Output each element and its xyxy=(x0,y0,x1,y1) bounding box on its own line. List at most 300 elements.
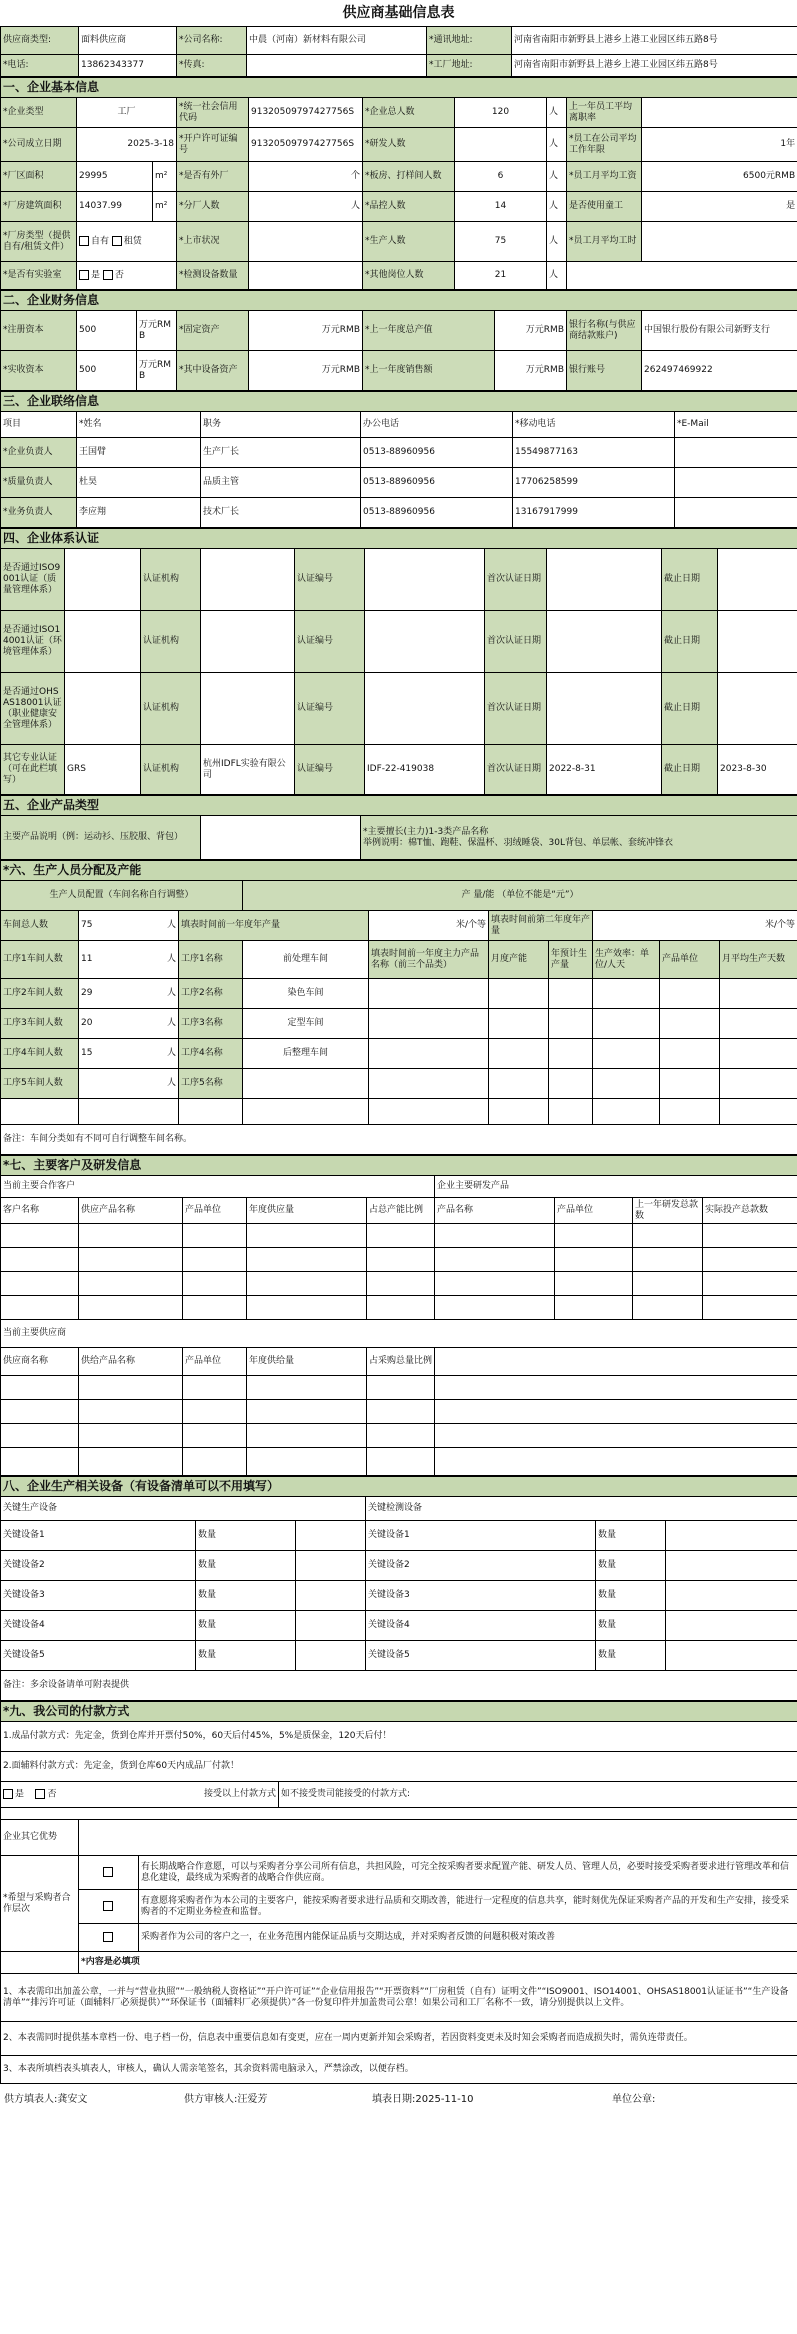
page-title: 供应商基础信息表 xyxy=(342,5,455,21)
table-cell[interactable] xyxy=(367,1296,435,1320)
table-cell[interactable] xyxy=(183,1400,247,1424)
contact-header: 项目 xyxy=(1,412,77,438)
table-cell[interactable] xyxy=(183,1376,247,1400)
workshop-total-number: 75 xyxy=(81,920,93,930)
contact-email[interactable] xyxy=(675,468,797,498)
supplier-type-value[interactable]: 面料供应商 xyxy=(79,27,177,55)
prod-equipment[interactable]: 关键设备5 xyxy=(1,1641,196,1671)
table-cell[interactable] xyxy=(183,1448,247,1476)
foreign-factory-value[interactable]: 个 xyxy=(249,162,363,192)
supplier-header: 占采购总量比例 xyxy=(367,1348,435,1376)
qty-value[interactable] xyxy=(296,1521,366,1551)
capacity-cell[interactable] xyxy=(660,1009,720,1039)
supplier-row xyxy=(1,1424,797,1448)
leave-rate-value[interactable] xyxy=(642,98,797,128)
cert-no-label: 认证编号 xyxy=(295,745,365,795)
process-name[interactable]: 后整理车间 xyxy=(243,1039,369,1069)
required-note: *内容是必填项 xyxy=(79,1952,797,1974)
table-cell[interactable] xyxy=(633,1296,703,1320)
lab-no-checkbox[interactable] xyxy=(103,270,113,280)
table-cell[interactable] xyxy=(79,1272,183,1296)
main-products-value[interactable] xyxy=(201,816,361,860)
blank-cell xyxy=(1,1952,79,1974)
contact-office-phone[interactable]: 0513-88960956 xyxy=(361,438,513,468)
contact-name[interactable]: 王国臂 xyxy=(77,438,201,468)
enterprise-type-label: *企业类型 xyxy=(1,98,77,128)
registered-capital-label: *注册资本 xyxy=(1,311,77,351)
qty-value[interactable] xyxy=(666,1611,797,1641)
cert-no-value[interactable] xyxy=(365,549,485,611)
factory-area-value[interactable]: 29995 xyxy=(77,162,153,192)
bank-permit-value[interactable]: 91320509797427756S xyxy=(249,128,363,162)
blank-cell xyxy=(567,262,797,290)
first-date-value[interactable] xyxy=(547,673,662,745)
child-labor-value[interactable]: 是 xyxy=(642,192,797,222)
table-cell[interactable] xyxy=(435,1248,555,1272)
table-cell[interactable] xyxy=(367,1400,435,1424)
prod-equipment[interactable]: 关键设备1 xyxy=(1,1521,196,1551)
building-area-value[interactable]: 14037.99 xyxy=(77,192,153,222)
contact-email[interactable] xyxy=(675,498,797,528)
capacity-cell[interactable] xyxy=(369,1099,489,1125)
bank-name-value[interactable]: 中国银行股份有限公司新野支行 xyxy=(642,311,797,351)
qty-value[interactable] xyxy=(666,1521,797,1551)
table-cell[interactable] xyxy=(1,1248,79,1272)
main-products-label: 主要产品说明（例：运动衫、压胶服、背包） xyxy=(1,816,201,860)
contact-office-phone[interactable]: 0513-88960956 xyxy=(361,498,513,528)
prod-equipment[interactable]: 关键设备2 xyxy=(1,1551,196,1581)
qty-value[interactable] xyxy=(296,1641,366,1671)
capacity-cell[interactable] xyxy=(593,1099,660,1125)
address-value[interactable]: 河南省南阳市新野县上港乡上港工业园区纬五路8号 xyxy=(512,27,797,55)
current-suppliers-label: 当前主要供应商 xyxy=(1,1320,797,1348)
qty-label: 数量 xyxy=(196,1521,296,1551)
table-cell[interactable] xyxy=(79,1400,183,1424)
table-cell[interactable] xyxy=(367,1448,435,1476)
own-checkbox[interactable] xyxy=(79,236,89,246)
avg-wage-label: *员工月平均工资 xyxy=(567,162,642,192)
founded-value[interactable]: 2025-3-18 xyxy=(77,128,177,162)
capacity-cell[interactable] xyxy=(720,1069,797,1099)
contact-title[interactable]: 技术厂长 xyxy=(201,498,361,528)
relation-option-1-checkbox[interactable] xyxy=(79,1856,139,1890)
rent-label: 租赁 xyxy=(123,236,142,247)
accept-label: 接受以上付款方式 xyxy=(203,1788,276,1799)
prod-equipment[interactable]: 关键设备3 xyxy=(1,1581,196,1611)
contact-email[interactable] xyxy=(675,438,797,468)
total-staff-unit: 人 xyxy=(547,98,567,128)
capacity-cell[interactable] xyxy=(549,1069,593,1099)
contact-mobile[interactable]: 13167917999 xyxy=(513,498,675,528)
tenure-label: *员工在公司平均工作年限 xyxy=(567,128,642,162)
total-staff-value[interactable]: 120 xyxy=(455,98,547,128)
section-equipment xyxy=(0,1476,797,1701)
contact-row xyxy=(1,498,797,528)
expire-value[interactable]: 2023-8-30 xyxy=(718,745,797,795)
capacity-cell[interactable] xyxy=(660,1069,720,1099)
rd-staff-value[interactable] xyxy=(455,128,547,162)
other-payment-label[interactable]: 如不接受贵司能接受的付款方式: xyxy=(279,1782,797,1808)
table-cell[interactable] xyxy=(703,1272,797,1296)
table-cell[interactable] xyxy=(1,1424,79,1448)
cert-no-value[interactable] xyxy=(365,673,485,745)
cut-staff-label: *板房、打样间人数 xyxy=(363,162,455,192)
process-name[interactable] xyxy=(243,1069,369,1099)
seal-label: 单位公章: xyxy=(612,2094,656,2105)
table-cell[interactable] xyxy=(555,1272,633,1296)
lab-no-label: 否 xyxy=(114,270,124,281)
contacts-header-row xyxy=(1,412,797,438)
tenure-value[interactable]: 1年 xyxy=(642,128,797,162)
lab-label: *是否有实验室 xyxy=(1,262,77,290)
prev2-year-value[interactable]: 米/个等 xyxy=(593,911,797,941)
workshop-count-number: 29 xyxy=(81,988,93,998)
table-cell[interactable] xyxy=(703,1248,797,1272)
qty-value[interactable] xyxy=(666,1551,797,1581)
expire-label: 截止日期 xyxy=(662,611,718,673)
relation-option-3-checkbox[interactable] xyxy=(79,1924,139,1952)
relation-option-3: 采购者作为公司的客户之一，在业务范围内能保证品质与交期达成，并对采购者反馈的问题积极对策改善 xyxy=(139,1924,797,1952)
qty-value[interactable] xyxy=(296,1611,366,1641)
checkbox-icon xyxy=(103,1932,113,1942)
capacity-cell[interactable] xyxy=(660,979,720,1009)
table-cell[interactable] xyxy=(183,1224,247,1248)
expire-value[interactable] xyxy=(718,549,797,611)
workshop-label: 工序2车间人数 xyxy=(1,979,79,1009)
table-cell[interactable] xyxy=(367,1248,435,1272)
table-cell[interactable] xyxy=(435,1272,555,1296)
capacity-cell[interactable] xyxy=(549,1039,593,1069)
table-cell[interactable] xyxy=(633,1248,703,1272)
process-label: 工序2名称 xyxy=(179,979,243,1009)
contact-title[interactable]: 生产厂长 xyxy=(201,438,361,468)
table-cell[interactable] xyxy=(79,1296,183,1320)
relation-option-2-checkbox[interactable] xyxy=(79,1890,139,1924)
cert-value[interactable]: GRS xyxy=(65,745,141,795)
cert-label: 是否通过ISO9001认证（质量管理体系） xyxy=(1,549,65,611)
accept-no-checkbox[interactable] xyxy=(35,1789,45,1799)
cert-org-value[interactable]: 杭州IDFL实验有限公司 xyxy=(201,745,295,795)
table-cell[interactable] xyxy=(1,1448,79,1476)
fixed-assets-value[interactable]: 万元RMB xyxy=(249,311,363,351)
reviewer-name: 汪爱芳 xyxy=(237,2094,268,2105)
prod-equipment[interactable]: 关键设备4 xyxy=(1,1611,196,1641)
cert-no-value[interactable]: IDF-22-419038 xyxy=(365,745,485,795)
cert-org-value[interactable] xyxy=(201,549,295,611)
cert-no-value[interactable] xyxy=(365,611,485,673)
first-date-label: 首次认证日期 xyxy=(485,745,547,795)
reviewer-field[interactable] xyxy=(184,2090,372,2105)
prev-year-value[interactable]: 米/个等 xyxy=(369,911,489,941)
contact-name[interactable]: 李应翔 xyxy=(77,498,201,528)
table-cell[interactable] xyxy=(633,1224,703,1248)
qty-value[interactable] xyxy=(296,1581,366,1611)
signature-footer xyxy=(0,2084,797,2105)
table-cell[interactable] xyxy=(247,1272,367,1296)
workshop-label: 工序1车间人数 xyxy=(1,941,79,979)
contact-mobile[interactable]: 15549877163 xyxy=(513,438,675,468)
table-cell[interactable] xyxy=(555,1224,633,1248)
table-cell[interactable] xyxy=(1,1296,79,1320)
work-hours-value[interactable] xyxy=(642,222,797,262)
table-cell[interactable] xyxy=(247,1296,367,1320)
table-cell[interactable] xyxy=(247,1424,367,1448)
test-equipment[interactable]: 关键设备3 xyxy=(366,1581,596,1611)
last-sales-value[interactable]: 万元RMB xyxy=(495,351,567,391)
expire-value[interactable] xyxy=(718,673,797,745)
listed-value[interactable] xyxy=(249,222,363,262)
table-cell[interactable] xyxy=(183,1296,247,1320)
expire-label: 截止日期 xyxy=(662,549,718,611)
date-value: 2025-11-10 xyxy=(415,2094,474,2105)
customer-header: 供应产品名称 xyxy=(79,1198,183,1224)
contact-header: 职务 xyxy=(201,412,361,438)
table-cell[interactable] xyxy=(247,1224,367,1248)
contact-header: *姓名 xyxy=(77,412,201,438)
instruction-1: 1、本表需印出加盖公章，一并与“营业执照”“一般纳税人资格证”“开户许可证”“企业信用报告”“开票资料”“厂房租赁（自有）证明文件”“ISO9001、ISO14001、OHSAS18001认证证书”“生产设备清单”“排污许可证（面辅料厂必须提供）”“环保证书（面辅料厂必须提供）”各一份复印件并加盖贵司公章！如果公司和工厂名称不一致，请分别提供以上文件。 xyxy=(1,1974,797,2022)
capacity-cell[interactable] xyxy=(593,1039,660,1069)
cut-staff-value[interactable]: 6 xyxy=(455,162,547,192)
process-label: 工序1名称 xyxy=(179,941,243,979)
process-name[interactable]: 定型车间 xyxy=(243,1009,369,1039)
capacity-cell[interactable] xyxy=(720,1009,797,1039)
cert-value[interactable] xyxy=(65,549,141,611)
filler-field[interactable] xyxy=(4,2090,184,2105)
test-equipment[interactable]: 关键设备2 xyxy=(366,1551,596,1581)
qc-staff-value[interactable]: 14 xyxy=(455,192,547,222)
section-4-title: 四、企业体系认证 xyxy=(1,529,797,549)
workshop-total-value[interactable] xyxy=(79,911,179,941)
table-cell[interactable] xyxy=(79,1376,183,1400)
workshop-count-unit: 人 xyxy=(166,1048,176,1058)
expire-value[interactable] xyxy=(718,611,797,673)
fax-value[interactable] xyxy=(247,55,427,77)
last-output-value[interactable]: 万元RMB xyxy=(495,311,567,351)
equipment-assets-label: *其中设备资产 xyxy=(177,351,249,391)
contact-row xyxy=(1,468,797,498)
test-equipment[interactable]: 关键设备5 xyxy=(366,1641,596,1671)
table-cell[interactable] xyxy=(79,1224,183,1248)
cert-label: 是否通过OHSAS18001认证（职业健康安全管理体系） xyxy=(1,673,65,745)
filler-name: 龚安文 xyxy=(57,2094,88,2105)
registered-capital-value[interactable]: 500 xyxy=(77,311,137,351)
monthly-label: 月度产能 xyxy=(489,941,549,979)
table-cell[interactable] xyxy=(79,1424,183,1448)
capacity-cell[interactable] xyxy=(369,979,489,1009)
capacity-cell[interactable] xyxy=(549,1099,593,1125)
credit-code-label: *统一社会信用代码 xyxy=(177,98,249,128)
capacity-cell[interactable] xyxy=(549,1009,593,1039)
capacity-cell[interactable] xyxy=(369,1009,489,1039)
phone-value[interactable]: 13862343377 xyxy=(79,55,177,77)
equipment-note: 备注：多余设备请单可附表提供 xyxy=(1,1671,797,1701)
branch-staff-label: *分厂人数 xyxy=(177,192,249,222)
qty-label: 数量 xyxy=(596,1581,666,1611)
table-cell[interactable] xyxy=(247,1448,367,1476)
contact-header: *E-Mail xyxy=(675,412,797,438)
table-cell[interactable] xyxy=(183,1424,247,1448)
workshop-count-unit: 人 xyxy=(166,1078,176,1088)
bank-account-value[interactable]: 262497469922 xyxy=(642,351,797,391)
table-cell[interactable] xyxy=(183,1272,247,1296)
lab-yes-checkbox[interactable] xyxy=(79,270,89,280)
workshop-label: 工序3车间人数 xyxy=(1,1009,79,1039)
capacity-cell[interactable] xyxy=(660,1039,720,1069)
capacity-cell[interactable] xyxy=(369,1069,489,1099)
capacity-cell[interactable] xyxy=(660,1099,720,1125)
customer-header-row xyxy=(1,1198,797,1224)
table-cell[interactable] xyxy=(1,1400,79,1424)
capacity-cell[interactable] xyxy=(369,1039,489,1069)
accept-no-label: 否 xyxy=(47,1789,57,1800)
capacity-cell[interactable] xyxy=(489,1099,549,1125)
fixed-assets-label: *固定资产 xyxy=(177,311,249,351)
table-cell[interactable] xyxy=(367,1376,435,1400)
workshop-count[interactable] xyxy=(79,1009,179,1039)
equipment-row xyxy=(1,1521,797,1551)
paid-capital-unit: 万元RMB xyxy=(137,351,177,391)
process-name[interactable]: 前处理车间 xyxy=(243,941,369,979)
table-cell[interactable] xyxy=(435,1224,555,1248)
customer-row xyxy=(1,1224,797,1248)
equipment-assets-value[interactable]: 万元RMB xyxy=(249,351,363,391)
workshop-count[interactable] xyxy=(79,979,179,1009)
cert-org-value[interactable] xyxy=(201,611,295,673)
production-staff-value[interactable]: 75 xyxy=(455,222,547,262)
table-cell[interactable] xyxy=(703,1296,797,1320)
workshop-count[interactable] xyxy=(79,941,179,979)
factory-address-label: *工厂地址: xyxy=(427,55,512,77)
total-staff-label: *企业总人数 xyxy=(363,98,455,128)
first-date-value[interactable] xyxy=(547,549,662,611)
accept-yes-checkbox[interactable] xyxy=(3,1789,13,1799)
cert-org-label: 认证机构 xyxy=(141,611,201,673)
section-production xyxy=(0,860,797,1155)
table-cell[interactable] xyxy=(367,1272,435,1296)
contact-title[interactable]: 品质主管 xyxy=(201,468,361,498)
advantage-value[interactable] xyxy=(79,1820,797,1856)
first-date-label: 首次认证日期 xyxy=(485,673,547,745)
table-cell[interactable] xyxy=(247,1248,367,1272)
table-cell[interactable] xyxy=(435,1296,555,1320)
work-hours-label: *员工月平均工时 xyxy=(567,222,642,262)
test-equipment[interactable]: 关键设备1 xyxy=(366,1521,596,1551)
cert-no-label: 认证编号 xyxy=(295,611,365,673)
paid-capital-label: *实收资本 xyxy=(1,351,77,391)
cert-org-value[interactable] xyxy=(201,673,295,745)
paid-capital-value[interactable]: 500 xyxy=(77,351,137,391)
qty-value[interactable] xyxy=(666,1581,797,1611)
table-cell[interactable] xyxy=(633,1272,703,1296)
first-date-value[interactable] xyxy=(547,611,662,673)
capacity-cell[interactable] xyxy=(489,979,549,1009)
rent-checkbox[interactable] xyxy=(112,236,122,246)
last-output-label: *上一年度总产值 xyxy=(363,311,495,351)
contact-name[interactable]: 杜昊 xyxy=(77,468,201,498)
capacity-cell[interactable] xyxy=(489,1039,549,1069)
table-cell[interactable] xyxy=(555,1296,633,1320)
factory-type-options xyxy=(77,222,177,262)
cert-no-label: 认证编号 xyxy=(295,549,365,611)
capacity-cell[interactable] xyxy=(549,979,593,1009)
cert-value[interactable] xyxy=(65,611,141,673)
blank-cell xyxy=(435,1424,797,1448)
first-date-value[interactable]: 2022-8-31 xyxy=(547,745,662,795)
enterprise-type-value[interactable]: 工厂 xyxy=(77,98,177,128)
table-cell[interactable] xyxy=(703,1224,797,1248)
contact-header: 办公电话 xyxy=(361,412,513,438)
contact-role: *质量负责人 xyxy=(1,468,77,498)
capacity-label: 产 量/能 （单位不能是“元”） xyxy=(243,881,797,911)
test-equipment-value[interactable] xyxy=(249,262,363,290)
contact-office-phone[interactable]: 0513-88960956 xyxy=(361,468,513,498)
capacity-cell[interactable] xyxy=(489,1009,549,1039)
table-cell[interactable] xyxy=(79,1248,183,1272)
current-customers-label: 当前主要合作客户 xyxy=(1,1176,435,1198)
efficiency-label: 生产效率：单位/人天 xyxy=(593,941,660,979)
workshop-count[interactable] xyxy=(79,1039,179,1069)
branch-staff-value[interactable]: 人 xyxy=(249,192,363,222)
capacity-cell[interactable] xyxy=(593,1009,660,1039)
table-cell[interactable] xyxy=(555,1248,633,1272)
section-certification xyxy=(0,528,797,795)
capacity-cell[interactable] xyxy=(593,979,660,1009)
address-label: *通讯地址: xyxy=(427,27,512,55)
table-cell[interactable] xyxy=(367,1224,435,1248)
date-label: 填表日期: xyxy=(372,2094,416,2105)
other-staff-value[interactable]: 21 xyxy=(455,262,547,290)
qty-value[interactable] xyxy=(666,1641,797,1671)
qc-staff-label: *品控人数 xyxy=(363,192,455,222)
table-cell[interactable] xyxy=(1,1376,79,1400)
section-8-title: 八、企业生产相关设备（有设备清单可以不用填写） xyxy=(1,1477,797,1497)
table-cell[interactable] xyxy=(1,1224,79,1248)
building-area-unit: m² xyxy=(153,192,177,222)
workshop-count-number: 20 xyxy=(81,1018,93,1028)
test-equipment[interactable]: 关键设备4 xyxy=(366,1611,596,1641)
strength-label: *主要擅长(主力)1-3类产品名称 xyxy=(363,826,489,837)
supplier-row xyxy=(1,1448,797,1476)
table-cell[interactable] xyxy=(247,1376,367,1400)
table-cell[interactable] xyxy=(367,1424,435,1448)
qty-label: 数量 xyxy=(196,1551,296,1581)
factory-address-value[interactable]: 河南省南阳市新野县上港乡上港工业园区纬五路8号 xyxy=(512,55,797,77)
table-cell[interactable] xyxy=(79,1448,183,1476)
table-cell[interactable] xyxy=(247,1400,367,1424)
capacity-cell[interactable] xyxy=(593,1069,660,1099)
capacity-cell[interactable] xyxy=(720,979,797,1009)
workshop-count[interactable] xyxy=(79,1069,179,1099)
company-value[interactable]: 中晨（河南）新材料有限公司 xyxy=(247,27,427,55)
customer-row xyxy=(1,1248,797,1272)
qty-value[interactable] xyxy=(296,1551,366,1581)
capacity-cell[interactable] xyxy=(720,1099,797,1125)
table-cell[interactable] xyxy=(183,1248,247,1272)
table-cell[interactable] xyxy=(1,1272,79,1296)
process-name[interactable]: 染色车间 xyxy=(243,979,369,1009)
bank-permit-label: *开户许可证编号 xyxy=(177,128,249,162)
other-staff-label: *其他岗位人数 xyxy=(363,262,455,290)
avg-wage-value[interactable]: 6500元RMB xyxy=(642,162,797,192)
qty-label: 数量 xyxy=(196,1611,296,1641)
cert-value[interactable] xyxy=(65,673,141,745)
credit-code-value[interactable]: 91320509797427756S xyxy=(249,98,363,128)
date-field[interactable] xyxy=(372,2090,612,2105)
contact-mobile[interactable]: 17706258599 xyxy=(513,468,675,498)
qty-label: 数量 xyxy=(596,1641,666,1671)
capacity-cell[interactable] xyxy=(489,1069,549,1099)
capacity-cell[interactable] xyxy=(720,1039,797,1069)
